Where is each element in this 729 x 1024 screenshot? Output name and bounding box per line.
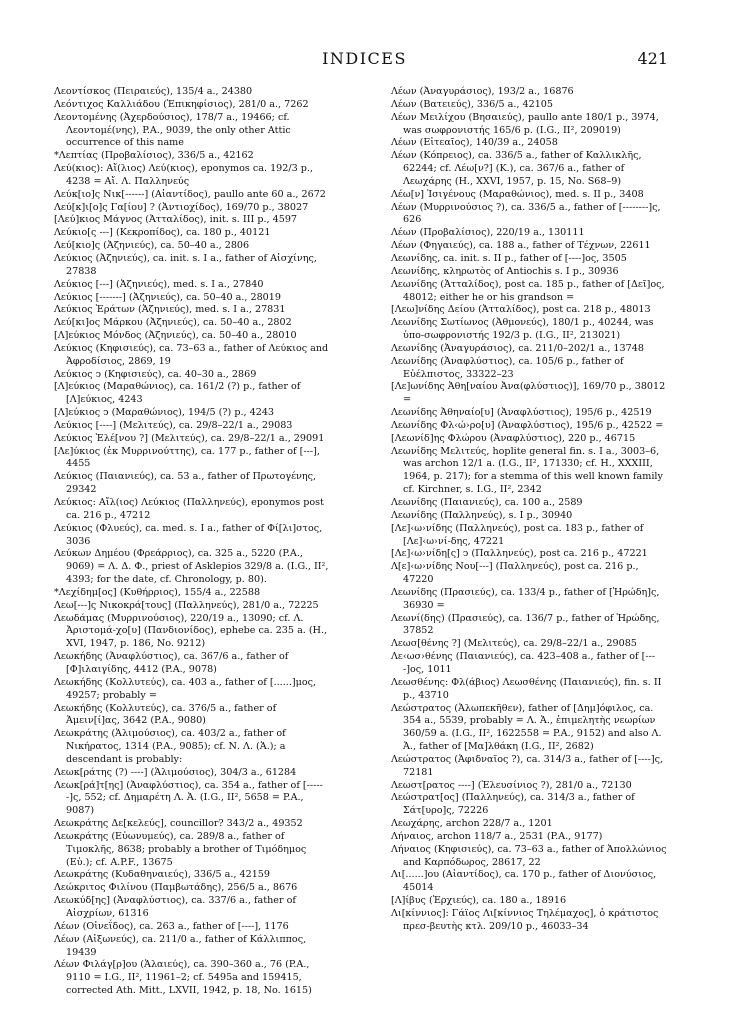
index-entry: Λεω[---]ς Νικοκρά[τους] (Παλληνεύς), 281/0 a., 72225 — [54, 599, 319, 611]
index-entry: Λεωνίδης Μελιτεύς, hoplite general fin. s. I a., 3003–6, was archon 12/1 a. (I.G., II², 171330; cf. H., XXXIII, 1964, p. 217); for a stemma of this well known family cf. Kirchner, s. I.G., II², 2342 — [391, 445, 663, 496]
index-entry: Λεύκιος: Αἴλ(ιος) Λεύκιος (Παλληνεύς), eponymos post ca. 216 p., 47212 — [54, 497, 324, 521]
index-entry: Λ[ε]‹ω›νίδης Νου[---] (Παλληνεύς), post ca. 216 p., 47220 — [391, 561, 639, 586]
index-entry: *Λεπτίας (Προβαλίσιος), 336/5 a., 42162 — [54, 150, 254, 162]
index-entry: [Λε]ύκιος (ἐκ Μυρρινούττης), ca. 177 p., father of [---], 4455 — [54, 445, 320, 470]
index-entry: Λέων Μειλίχου (Βησαιεύς), paullo ante 180/1 p., 3974, was σωφρονιστής 165/6 p. (I.G., II², 209019) — [391, 111, 659, 136]
index-entry: Λεοντίσκος (Πειραιεύς), 135/4 a., 24380 — [54, 86, 253, 97]
index-entry: [Λ]ίβυς (Ἐρχιεύς), ca. 180 a., 18916 — [391, 895, 567, 907]
index-entry: Λεωκύδ[ης] (Ἀναφλύστιος), ca. 337/6 a., father of Αἰσχρίων, 61316 — [54, 895, 296, 919]
index-entry: Λεύκιος Ἐλέ[νου ?] (Μελιτεύς), ca. 29/8–22/1 a., 29091 — [54, 432, 325, 444]
index-entry: [Λεύ]κιος Μάγνος (Ἀτταλίδος), init. s. III p., 4597 — [54, 214, 298, 226]
index-entry: Λέων (Ἀναγυράσιος), 193/2 a., 16876 — [391, 86, 574, 97]
index-entry: Λέων (Μυρρινούσιος ?), ca. 336/5 a., father of [--------]ς, 626 — [391, 201, 661, 226]
index-entry: Λέων (Κόπρειος), ca. 336/5 a., father of Καλλικλῆς, 62244; cf. Λέω[ν?] (Κ.), ca. 367/6 a., father of Λεωχάρης (H., XXVI, 1957, p. 15, No. S68–9) — [391, 150, 642, 187]
index-entry: Λεωνίδης Σωτίωνος (Ἀθμονεύς), 180/1 p., 40244, was ὑπο-σωφρονιστής 192/3 p. (I.G., II², 213021) — [391, 317, 654, 342]
index-entry: Λεωκράτης (Κυδαθηναιεύς), 336/5 a., 42159 — [54, 869, 271, 881]
index-entry: [Λεω]νίδης Δείου (Ἀτταλίδος), post ca. 218 p., 48013 — [391, 304, 651, 316]
index-entry: Λεωκήδης (Ἀναφλύστιος), ca. 367/6 a., father of [Φ]ιλαιγίδης, 4412 (P.A., 9078) — [54, 651, 289, 675]
index-entry: Λεωκράτης (Εὐωνυμεύς), ca. 289/8 a., father of Τιμοκλῆς, 8638; probably a brother of Τιμόδημος (Εὐ.); cf. A.P.F., 13675 — [54, 830, 307, 868]
index-entry: Λεύκων Δημέου (Φρεάρριος), ca. 325 a., 5220 (P.A., 9069) = Λ. Δ. Φ., priest of Asklepios 329/8 a. (I.G., II², 4393; for the date, cf. Chronology, p. 80). — [54, 548, 329, 586]
index-entry: Λεωνίδης (Ἀναφλύστιος), ca. 105/6 p., father of Εὐέλπιστος, 33322–23 — [391, 355, 624, 380]
index-entry: Λεύ[κι]ος Μάρκου (Ἀζηνιεύς), ca. 50–40 a., 2802 — [54, 317, 292, 329]
index-entry: Λεώστρατ[ος] (Παλληνεύς), ca. 314/3 a., father of Σάτ[υρο]ς, 72226 — [391, 792, 635, 817]
running-head: INDICES — [322, 49, 407, 68]
index-entry: Λεώστρατος (Ἀφιδναῖος ?), ca. 314/3 a., father of [----]ς, 72181 — [391, 753, 664, 778]
index-entry: Λήναιος, archon 118/7 a., 2531 (P.A., 9177) — [391, 830, 603, 842]
index-entry: Λεωνίδης (Παλληνεύς), s. I p., 30940 — [391, 509, 573, 521]
index-entry: Λέων (Αἰξωνεύς), ca. 211/0 a., father of Κάλλιππος, 19439 — [54, 933, 307, 958]
index-entry: Λεύκιος (Ἀζηνιεύς), ca. init. s. I a., father of Αἰσχίνης, 27838 — [54, 252, 317, 277]
index-entry: Λεωνίδης (Ἀτταλίδος), post ca. 185 p., father of [Δεῖ]ος, 48012; either he or his grandson = — [391, 278, 665, 303]
index-entry: Λεωκ[ρά]τ[ης] (Ἀναφλύστιος), ca. 354 a., father of [------]ς, 552; cf. Δημαρέτη Λ. Ἀ. (I.G., II², 5658 = P.A., 9087) — [54, 779, 323, 817]
index-entry: [Λ]εύκιος Μόνδος (Ἀζηνιεύς), ca. 50–40 a., 28010 — [54, 330, 297, 342]
index-entry: [Λε]‹ω›νίδη[ς] ͻ (Παλληνεύς), post ca. 216 p., 47221 — [391, 548, 648, 560]
index-entry: [Λ]εύκιος ͻ (Μαραθώνιος), 194/5 (?) p., 4243 — [54, 407, 275, 419]
index-entry: Λεύκιο[ς ---] (Κεκροπίδος), ca. 180 p., 40121 — [54, 227, 271, 239]
index-entry: Λεωκήδης (Κολλυτεύς), ca. 403 a., father of [......]μος, 49257; probably = — [54, 676, 317, 701]
index-entry: Λεύκιος [----] (Μελιτεύς), ca. 29/8–22/1 a., 29083 — [54, 419, 293, 431]
index-entry: [Λεωνίδ]ης Φλώρου (Ἀναφλύστιος), 220 p., 46715 — [391, 432, 636, 444]
index-entry: Λεύκιος (Φλυεύς), ca. med. s. I a., father of Φί[λι]στος, 3036 — [54, 522, 323, 547]
index-entry: Λεώστρατος (Ἀλωπεκῆθεν), father of [Δημ]όφιλος, ca. 354 a., 5539, probably = Λ. Ἀ., ἐπιμελητὴς νεωρίων 360/59 a. (I.G., II², 1622558 = P.A., 9152) and also Λ. Ἀ., father of [Μα]λθάκη (I.G., II², 2682) — [391, 702, 662, 753]
index-entry: Λεύκιος ͻ (Κηφισιεύς), ca. 40–30 a., 2869 — [54, 368, 257, 380]
index-entry: [Λε]‹ω›νίδης (Παλληνεύς), post ca. 183 p., father of [Λε]‹ω›νί-δης, 47221 — [391, 522, 644, 547]
index-entry: Λεώκριτος Φιλίνου (Παμβωτάδης), 256/5 a., 8676 — [54, 882, 298, 894]
index-entry: Λεωδάμας (Μυρρινούσιος), 220/19 a., 13090; cf. Λ. Ἀριστομά-χο[υ] (Πανδιονίδος), ephebe ca. 235 a. (H., XVI, 1947, p. 186, No. 9212) — [54, 612, 328, 650]
index-entry: Λέων Φιλάγ[ρ]ου (Ἁλαιεύς), ca. 390–360 a., 76 (P.A., 9110 = I.G., II², 11961–2; cf. 5495a and 159415, corrected Ath. Mitt., LXVII, 1942, p. 18, No. 1615) — [54, 959, 312, 997]
index-entry: Λι[κίννιος]: Γάϊος Λι[κίννιος Τηλέμαχος], ὁ κράτιστος πρεσ-βευτὴς κτλ. 209/10 p., 46033–34 — [391, 908, 659, 932]
index-entry: Λεωνίδης (Παιανιεύς), ca. 100 a., 2589 — [391, 497, 583, 508]
index-entry: Λεωνίδης Φλ‹ώ›ρο[υ] (Ἀναφλύστιος), 195/6 p., 42522 = — [391, 419, 664, 431]
index-entry: Λεωνί(δης) (Πρασιεύς), ca. 136/7 p., father of Ἡρώδης, 37852 — [391, 612, 660, 637]
index-entry: Λεύ[κ]ι[ο]ς Γα[ίου] ? (Ἀντιοχίδος), 169/70 p., 38027 — [54, 201, 309, 213]
index-entry: Λεωνίδης, κληρωτὸς of Antiochis s. I p., 30936 — [391, 265, 619, 277]
index-entry: Λέων (Προβαλίσιος), 220/19 a., 130111 — [391, 227, 585, 239]
index-entry: Λέων (Οἰνεΐδος), ca. 263 a., father of [----], 1176 — [54, 920, 289, 932]
index-entry: Λεωκ[ράτης (?) ----] (Ἁλιμούσιος), 304/3 a., 61284 — [54, 766, 297, 778]
index-entry: Λεύ[κιο]ς (Ἀζηνιεύς), ca. 50–40 a., 2806 — [54, 240, 250, 252]
index-entry: Λεωχάρης, archon 228/7 a., 1201 — [391, 818, 553, 830]
page-header — [0, 49, 729, 71]
index-entry: [Λε]ωνίδης Ἀθη[ναίου Ἀνα(φλύστιος)], 169/70 p., 38012 = — [391, 381, 666, 406]
index-entry: Λεύκιος [---] (Ἀζηνιεύς), med. s. I a., 27840 — [54, 278, 264, 290]
index-entry: Λεωνίδης (Πρασιεύς), ca. 133/4 p., father of [Ἡρώδη]ς, 36930 = — [391, 586, 660, 611]
index-entry: Λεωνίδης (Ἀναγυράσιος), ca. 211/0–202/1 a., 13748 — [391, 342, 644, 354]
index-column-right — [391, 86, 669, 934]
index-entry: Λεωκήδης (Κολλυτεύς), ca. 376/5 a., father of Ἀμειν[ί]ας, 3642 (P.A., 9080) — [54, 702, 277, 727]
index-entry: Λέων (Φηγαιεύς), ca. 188 a., father of Τέχνων, 22611 — [391, 240, 651, 252]
index-entry: Λέων (Βατειεύς), 336/5 a., 42105 — [391, 98, 554, 110]
index-entry: [Λ]εύκιος (Μαραθώνιος), ca. 161/2 (?) p., father of [Λ]εύκιος, 4243 — [54, 381, 301, 406]
index-entry: Λεύκιος Ἐράτων (Ἀζηνιεύς), med. s. I a., 27831 — [54, 304, 286, 316]
index-entry: Λέω[ν] Ἰσιγένους (Μαραθώνιος), med. s. II p., 3408 — [391, 188, 644, 200]
index-entry: Λεωνίδης Ἀθηναίο[υ] (Ἀναφλύστιος), 195/6 p., 42519 — [391, 407, 652, 419]
index-entry: Λεωσθένης: Φλ(άβιος) Λεωσθένης (Παιανιεύς), fin. s. II p., 43710 — [391, 676, 662, 701]
index-entry: Λεύκιος (Κηφισιεύς), ca. 73–63 a., father of Λεύκιος and Ἀφροδίσιος, 2869, 19 — [54, 342, 329, 367]
index-entry: Λεοντομένης (Ἀχερδούσιος), 178/7 a., 19466; cf. Λεοντομέ(νης), P.A., 9039, the only other Attic occurrence of this name — [54, 111, 291, 149]
index-entry: Λεωκράτης (Ἁλιμούσιος), ca. 403/2 a., father of Νικήρατος, 1314 (P.A., 9085); cf. Ν. Λ. (Ἁ.); a descendant is probably: — [54, 728, 286, 765]
index-entry: Λεόντιχος Καλλιάδου (Ἐπικηφίσιος), 281/0 a., 7262 — [54, 98, 309, 110]
index-column-left — [54, 86, 332, 998]
index-entry: Λεωκράτης Δε[κελεύς], councillor? 343/2 a., 49352 — [54, 818, 303, 830]
index-entry: Λήναιος (Κηφισιεύς), ca. 73–63 a., father of Ἀπολλώνιος and Καρπόδωρος, 28617, 22 — [391, 843, 667, 868]
index-entry: Λεωστ[ρατος ----] (Ἐλευσίνιος ?), 281/0 a., 72130 — [391, 779, 632, 791]
index-entry: *Λεχίδημ[ος] (Κυθήρριος), 155/4 a., 22588 — [54, 586, 261, 598]
index-entry: Λεύ(κιος): Αἴ(λιος) Λεύ(κιος), eponymos ca. 192/3 p., 4238 = Αἴ. Λ. Παλληνεύς — [54, 163, 314, 187]
page-number: 421 — [637, 49, 668, 68]
index-entry: Λεύκιος (Παιανιεύς), ca. 53 a., father of Πρωτογένης, 29342 — [54, 471, 317, 496]
index-entry: Λέων (Εἰτεαῖος), 140/39 a., 24058 — [391, 137, 558, 149]
index-entry: Λε‹ωσ›θένης (Παιανιεύς), ca. 423–408 a., father of [----]ος, 1011 — [391, 651, 656, 675]
index-entry: Λεωσ[θένης ?] (Μελιτεύς), ca. 29/8–22/1 a., 29085 — [391, 638, 637, 650]
index-entry: Λεωνίδης, ca. init. s. II p., father of [----]ος, 3505 — [391, 252, 627, 264]
index-entry: Λι[......]ου (Αἰαντίδος), ca. 170 p., father of Διονύσιος, 45014 — [391, 869, 657, 894]
index-entry: Λεύκιος [-------] (Ἀζηνιεύς), ca. 50–40 a., 28019 — [54, 291, 281, 303]
index-entry: Λεύκ[ιο]ς Νικ[------] (Αἰαντίδος), paullo ante 60 a., 2672 — [54, 188, 326, 200]
